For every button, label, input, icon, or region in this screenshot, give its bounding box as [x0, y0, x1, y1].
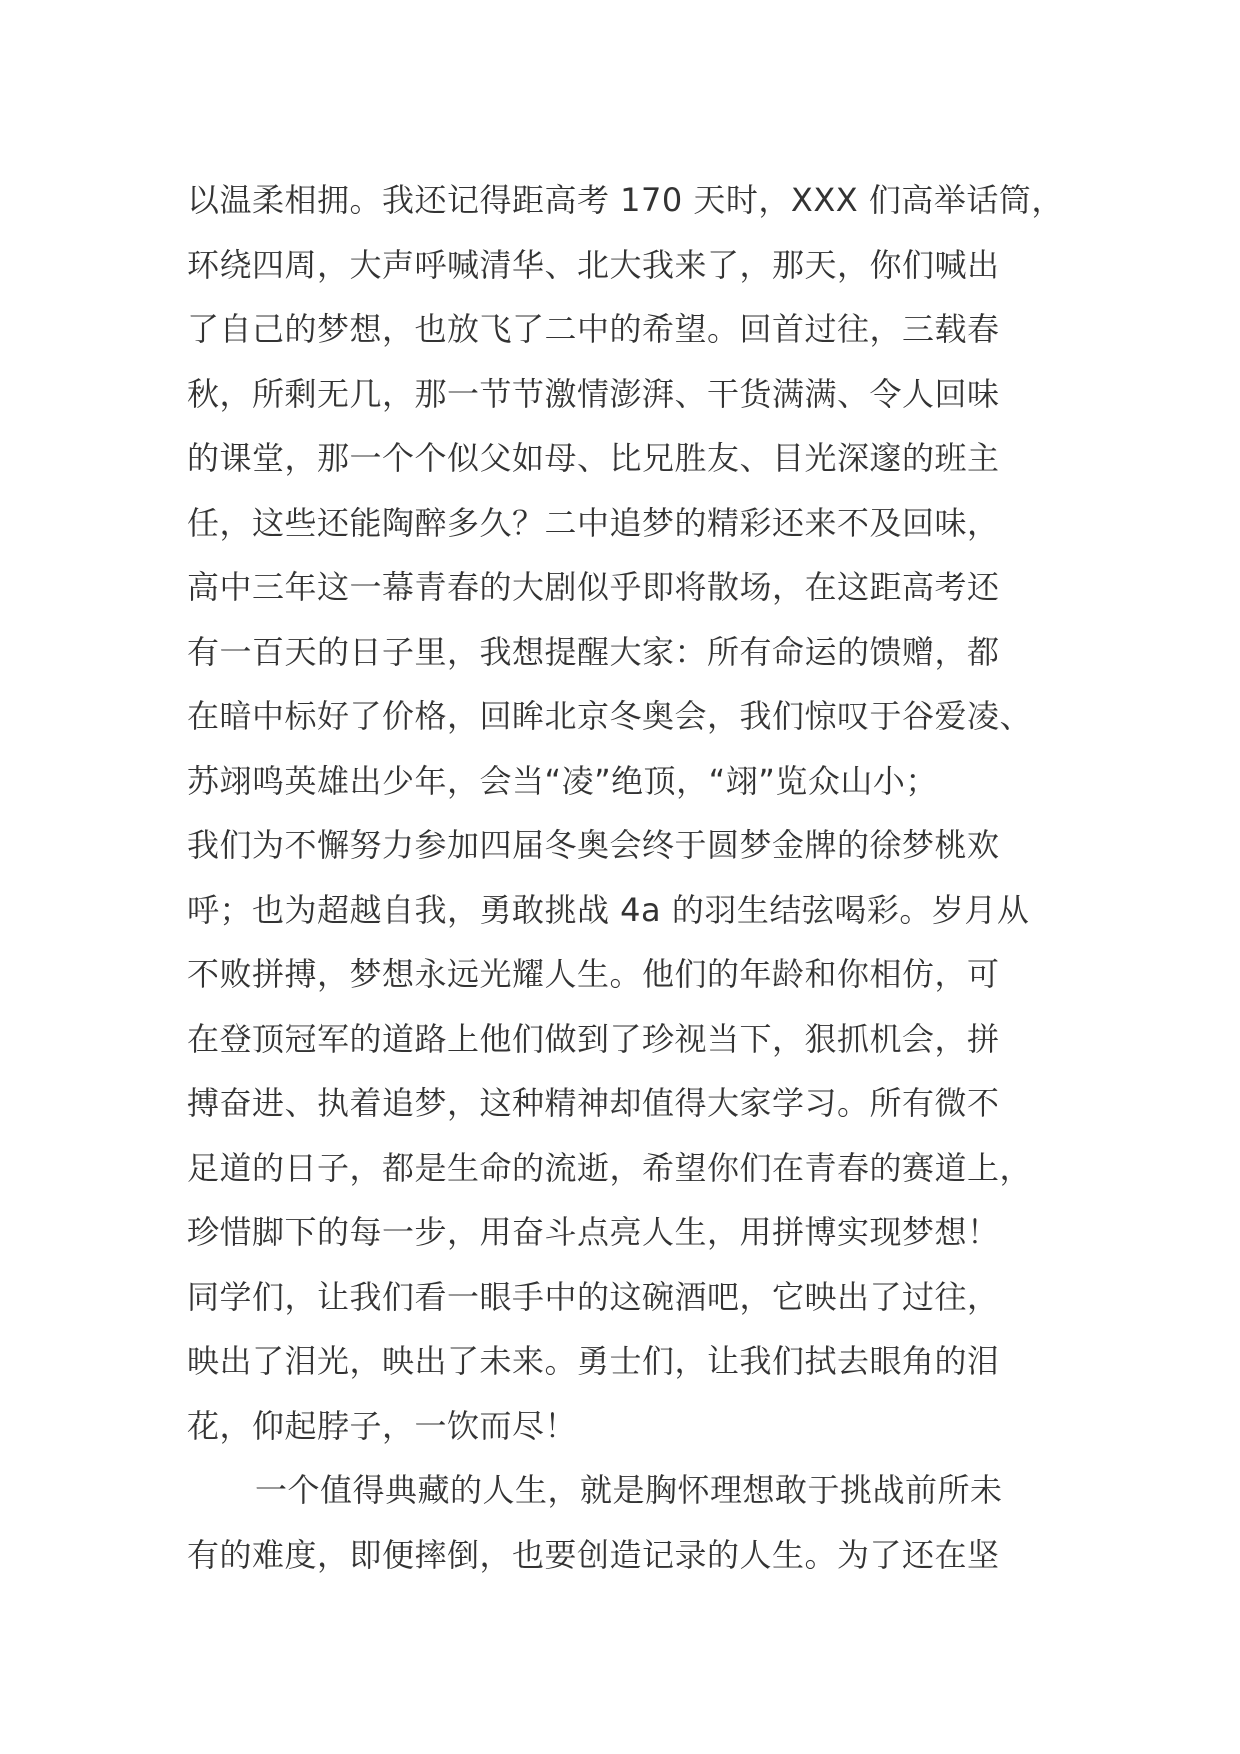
text-line: 足道的日子，都是生命的流逝，希望你们在青春的赛道上， [187, 1148, 1033, 1187]
text-line: 有一百天的日子里，我想提醒大家：所有命运的馈赠，都 [187, 632, 1000, 671]
text-line: 高中三年这一幕青春的大剧似乎即将散场，在这距高考还 [187, 568, 1000, 606]
text-line: 花，仰起脖子，一饮而尽！ [187, 1406, 578, 1445]
text-line: 珍惜脚下的每一步，用奋斗点亮人生，用拼博实现梦想！ [187, 1213, 1000, 1251]
text-line: 在登顶冠军的道路上他们做到了珍视当下，狠抓机会，拼 [187, 1019, 1000, 1058]
text-line: 不败拼搏，梦想永远光耀人生。他们的年龄和你相仿，可 [187, 955, 1000, 993]
text-line: 我们为不懈努力参加四届冬奥会终于圆梦金牌的徐梦桃欢 [187, 826, 1000, 864]
text-line: 同学们，让我们看一眼手中的这碗酒吧，它映出了过往， [187, 1277, 1000, 1316]
paragraph-first-line: 一个值得典藏的人生，就是胸怀理想敢于挑战前所未 [255, 1471, 1003, 1509]
text-line: 环绕四周，大声呼喊清华、北大我来了，那天，你们喊出 [187, 245, 1000, 284]
text-line: 秋，所剩无几，那一节节激情澎湃、干货满满、令人回味 [187, 374, 1000, 413]
text-line: 以温柔相拥。我还记得距高考 170 天时，XXX 们高举话筒， [187, 181, 1064, 219]
text-line: 有的难度，即便摔倒，也要创造记录的人生。为了还在坚 [187, 1535, 1000, 1574]
text-line: 苏翊鸣英雄出少年，会当“凌”绝顶，“翊”览众山小； [187, 761, 938, 800]
text-line: 的课堂，那一个个似父如母、比兄胜友、目光深邃的班主 [187, 439, 1000, 477]
text-line: 搏奋进、执着追梦，这种精神却值得大家学习。所有微不 [187, 1084, 1000, 1122]
text-line: 了自己的梦想，也放飞了二中的希望。回首过往，三载春 [187, 310, 1000, 348]
document-body-text [187, 168, 1087, 1587]
text-line: 在暗中标好了价格，回眸北京冬奥会，我们惊叹于谷爱凌、 [187, 697, 1033, 735]
text-line: 任，这些还能陶醉多久？二中追梦的精彩还来不及回味， [187, 503, 1000, 542]
text-line: 映出了泪光，映出了未来。勇士们，让我们拭去眼角的泪 [187, 1342, 1000, 1380]
text-line: 呼；也为超越自我，勇敢挑战 4a 的羽生结弦喝彩。岁月从 [187, 890, 1030, 929]
